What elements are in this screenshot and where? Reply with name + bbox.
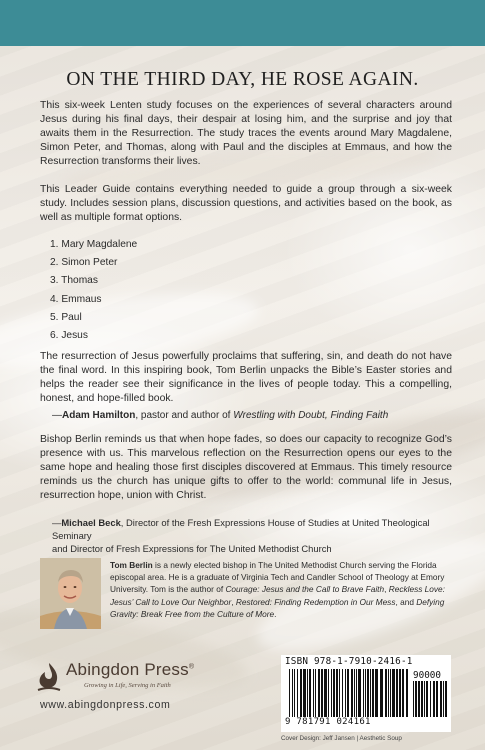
isbn-text: ISBN 978-1-7910-2416-1 bbox=[285, 656, 413, 667]
endorsement-attribution bbox=[52, 409, 452, 423]
barcode-bar bbox=[426, 681, 428, 717]
session-list bbox=[50, 236, 137, 345]
barcode-bar bbox=[375, 669, 378, 717]
endorser-name: Adam Hamilton bbox=[62, 410, 136, 421]
barcode-bar bbox=[336, 669, 338, 717]
barcode-bar bbox=[292, 669, 293, 717]
barcode-bar bbox=[402, 669, 404, 717]
price-barcode-bars bbox=[413, 681, 447, 717]
endorsement-text: Bishop Berlin reminds us that when hope fades, so does our capacity to recognize God’s presence with us. This marvelous reflection on the Resurrection opens our eyes to the same hope and healing those first disciples discovered at Emmaus. This timely resource reminds us the church has unique gifts to offer to the world: communal life in Jesus, resurrection hope, union with Christ. bbox=[40, 434, 452, 501]
author-photo bbox=[40, 558, 101, 629]
barcode-bar bbox=[406, 669, 408, 717]
barcode-bar bbox=[424, 681, 425, 717]
session-item: 3. Thomas bbox=[50, 275, 98, 287]
barcode-bar bbox=[351, 669, 353, 717]
barcode-bar bbox=[303, 669, 306, 717]
barcode-bar bbox=[392, 669, 395, 717]
author-portrait-illustration bbox=[40, 558, 101, 629]
session-item: 2. Simon Peter bbox=[50, 257, 118, 269]
book-title: Restored: Finding Redemption in Our Mess bbox=[235, 596, 396, 607]
session-item: 6. Jesus bbox=[50, 329, 88, 341]
barcode-bar bbox=[289, 669, 290, 717]
barcode-bar bbox=[443, 681, 444, 717]
barcode-bar bbox=[388, 669, 389, 717]
price-code: 90000 bbox=[413, 670, 441, 681]
barcode-bar bbox=[307, 669, 308, 717]
barcode-bar bbox=[333, 669, 335, 717]
publisher-tagline: Growing in Life, Serving in Faith bbox=[84, 682, 171, 689]
publisher-name bbox=[66, 660, 194, 680]
barcode-bar bbox=[390, 669, 391, 717]
barcode-bar bbox=[365, 669, 366, 717]
barcode-bars bbox=[289, 669, 409, 717]
endorser-role: , pastor and author of bbox=[135, 410, 234, 421]
barcode-bar bbox=[294, 669, 295, 717]
attribution-dash: — bbox=[52, 517, 62, 528]
author-name: Tom Berlin bbox=[110, 560, 153, 570]
barcode-bar bbox=[345, 669, 346, 717]
barcode-bar bbox=[309, 669, 311, 717]
barcode-bar bbox=[354, 669, 355, 717]
barcode-bar bbox=[436, 681, 438, 717]
cover-design-credit: Cover Design: Jeff Jansen | Aesthetic Soup bbox=[281, 735, 402, 742]
barcode-bar bbox=[413, 681, 414, 717]
barcode-bar bbox=[445, 681, 447, 717]
intro-paragraph: This six-week Lenten study focuses on the experiences of several characters around Jesus during his final days, their despair at losing him, and the surprise and joy that awaits them in the Resurrection. The study traces the events around Mary Magdalene, Simon Peter, and Thomas, along with Paul and the disciples at Emmaus, and how the Resurrection transforms their lives. bbox=[40, 100, 452, 167]
barcode-bar bbox=[363, 669, 364, 717]
barcode-bar bbox=[385, 669, 387, 717]
bio-separator: , bbox=[231, 596, 236, 607]
teal-header-band bbox=[0, 0, 485, 46]
barcode-bar bbox=[339, 669, 340, 717]
bio-separator: , and bbox=[395, 596, 417, 607]
bio-end: . bbox=[274, 608, 277, 619]
barcode-digits: 9 781791 024161 bbox=[285, 717, 371, 727]
barcode-bar bbox=[421, 681, 423, 717]
barcode-bar bbox=[367, 669, 369, 717]
barcode-bar bbox=[440, 681, 442, 717]
barcode-bar bbox=[318, 669, 320, 717]
attribution-dash: — bbox=[52, 410, 62, 421]
barcode-bar bbox=[300, 669, 302, 717]
barcode-bar bbox=[380, 669, 383, 717]
barcode-bar bbox=[396, 669, 398, 717]
cover-heading: ON THE THIRD DAY, HE ROSE AGAIN. bbox=[66, 69, 419, 90]
barcode-bar bbox=[433, 681, 435, 717]
endorser-name: Michael Beck bbox=[61, 517, 121, 528]
publisher-name-text: Abingdon Press bbox=[66, 660, 189, 679]
bio-separator: , bbox=[384, 584, 389, 595]
trademark-mark: ® bbox=[188, 663, 195, 671]
session-item: 5. Paul bbox=[50, 311, 82, 323]
endorser-works: Wrestling with Doubt, Finding Faith bbox=[233, 410, 389, 421]
book-title: Defying Gravity: Break Free from the Culture of More bbox=[110, 596, 445, 619]
bio-text: is a newly elected bishop in The United Methodist Church serving the Florida episcopal area. He is a graduate of Virginia Tech and Candler School of Theology at Emory University. Tom is the author of bbox=[110, 560, 445, 595]
barcode-bar bbox=[321, 669, 323, 717]
isbn-barcode bbox=[281, 655, 451, 732]
barcode-bar bbox=[328, 669, 329, 717]
author-bio bbox=[110, 559, 454, 620]
barcode-bar bbox=[372, 669, 374, 717]
barcode-bar bbox=[358, 669, 361, 717]
endorser-role: and Director of Fresh Expressions for The United Methodist Church bbox=[52, 543, 332, 554]
publisher-url: www.abingdonpress.com bbox=[40, 699, 171, 711]
barcode-bar bbox=[342, 669, 343, 717]
barcode-bar bbox=[347, 669, 349, 717]
barcode-bar bbox=[313, 669, 314, 717]
endorsement-text: The resurrection of Jesus powerfully proclaims that suffering, sin, and death do not have the final word. In this inspiring book, Tom Berlin unpacks the Bible’s Easter stories and helps the reader see their significance in the lives of people today. This a compelling, honest, and hope-filled book. bbox=[40, 351, 452, 404]
barcode-bar bbox=[324, 669, 327, 717]
barcode-bar bbox=[356, 669, 357, 717]
barcode-bar bbox=[315, 669, 316, 717]
abingdon-flame-icon bbox=[36, 662, 62, 692]
endorsement-attribution bbox=[52, 516, 462, 555]
session-item: 1. Mary Magdalene bbox=[50, 239, 138, 250]
barcode-bar bbox=[331, 669, 332, 717]
barcode-bar bbox=[415, 681, 417, 717]
endorser-role: , Director of the Fresh Expressions House of Studies at United Theological Seminary bbox=[52, 517, 430, 541]
book-title: Reckless Love: Jesus’ Call to Love Our Neighbor bbox=[110, 584, 445, 607]
barcode-bar bbox=[399, 669, 401, 717]
book-title: Courage: Jesus and the Call to Brave Faith bbox=[225, 584, 385, 595]
barcode-bar bbox=[418, 681, 420, 717]
barcode-bar bbox=[370, 669, 371, 717]
leader-guide-paragraph: This Leader Guide contains everything needed to guide a group through a six-week study. Includes session plans, discussion questions, and activities based on the book, as well as multiple format options. bbox=[40, 184, 452, 223]
barcode-bar bbox=[297, 669, 298, 717]
barcode-bar bbox=[430, 681, 431, 717]
session-item: 4. Emmaus bbox=[50, 293, 102, 305]
